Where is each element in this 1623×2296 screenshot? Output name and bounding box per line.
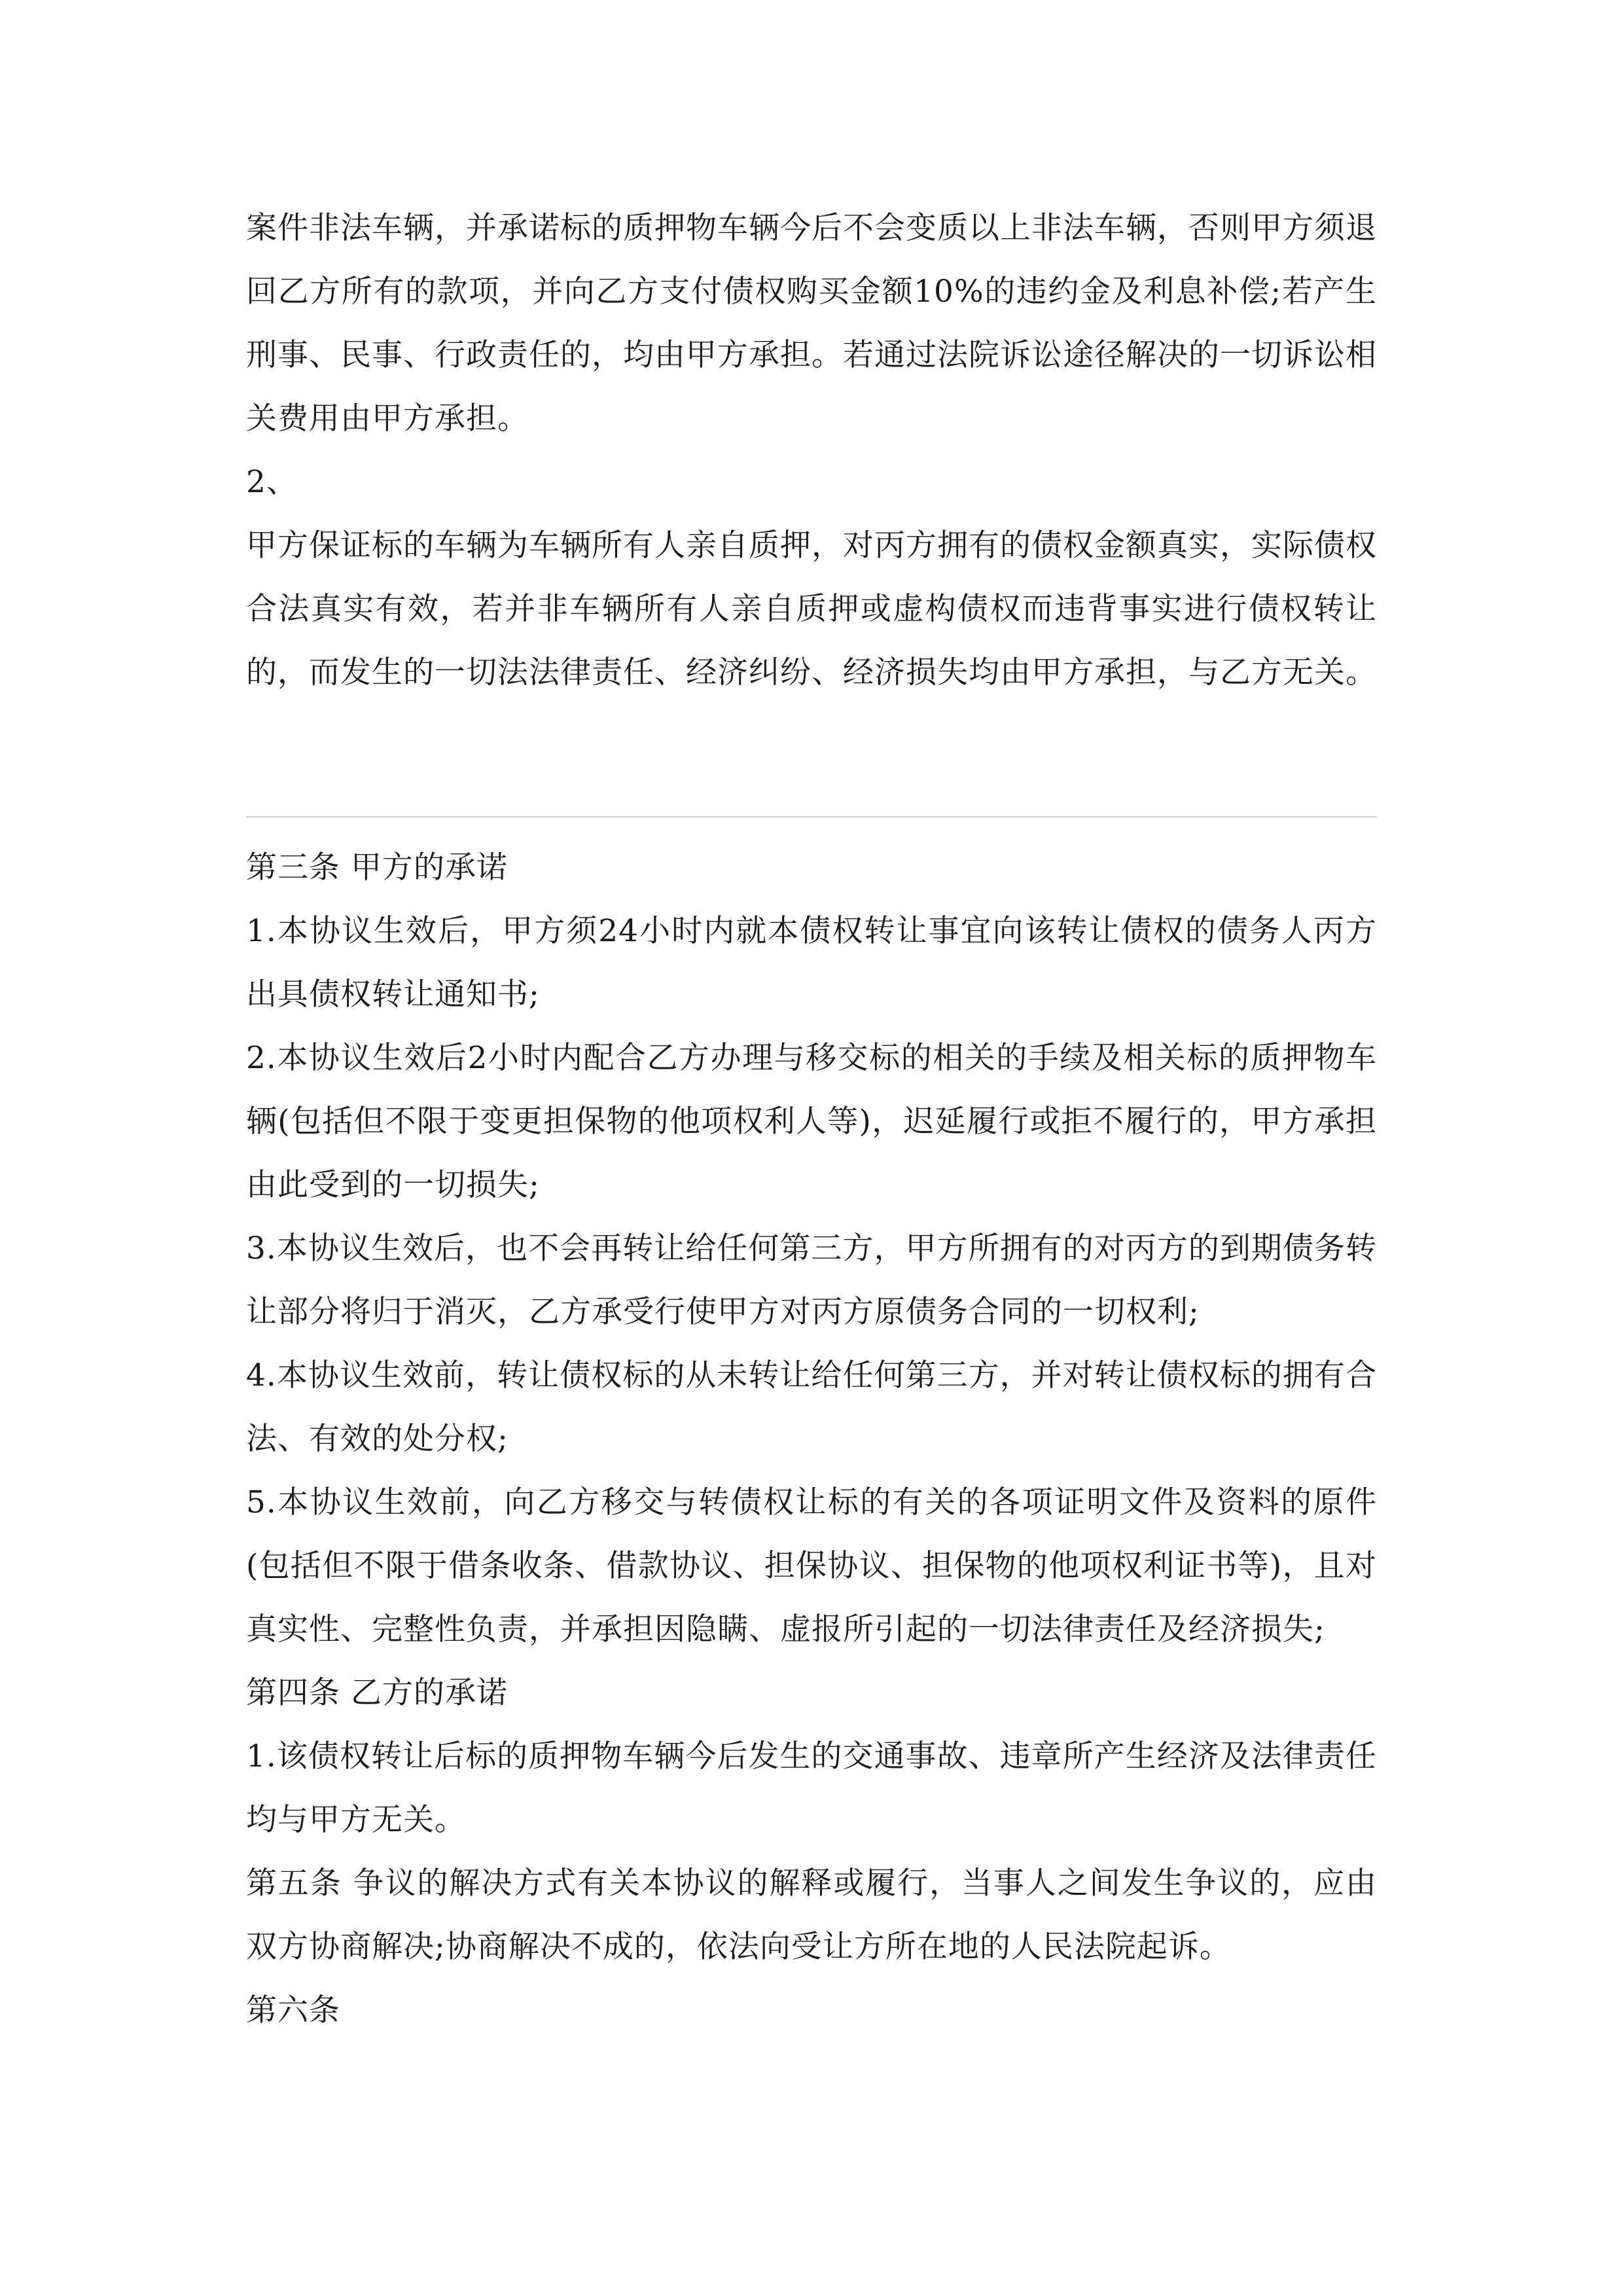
article-3-item-1: 1.本协议生效后，甲方须24小时内就本债权转让事宜向该转让债权的债务人丙方出具债权转让通知书; bbox=[246, 913, 1377, 1013]
article-3-item-2: 2.本协议生效后2小时内配合乙方办理与移交标的相关的手续及相关标的质押物车辆(包括但不限于变更担保物的他项权利人等)，迟延履行或拒不履行的，甲方承担由此受到的一切损失; bbox=[246, 1040, 1377, 1203]
article-5-text: 第五条 争议的解决方式有关本协议的解释或履行，当事人之间发生争议的，应由双方协商解决;协商解决不成的，依法向受让方所在地的人民法院起诉。 bbox=[246, 1865, 1377, 1965]
article-3-item-4: 4.本协议生效前，转让债权标的从未转让给任何第三方，并对转让债权标的拥有合法、有效的处分权; bbox=[246, 1357, 1377, 1457]
paragraph-liability: 案件非法车辆，并承诺标的质押物车辆今后不会变质以上非法车辆，否则甲方须退回乙方所有的款项，并向乙方支付债权购买金额10%的违约金及利息补偿;若产生刑事、民事、行政责任的，均由甲方承担。若通过法院诉讼途径解决的一切诉讼相关费用由甲方承担。 bbox=[246, 210, 1377, 437]
articles-section bbox=[246, 836, 1377, 2042]
top-section bbox=[246, 196, 1377, 704]
horizontal-divider bbox=[246, 816, 1377, 817]
article-6-title: 第六条 bbox=[246, 1992, 340, 2028]
article-4-title: 第四条 乙方的承诺 bbox=[246, 1675, 508, 1711]
document-page bbox=[246, 0, 1377, 2296]
clause-number-2: 2、 bbox=[246, 464, 298, 500]
article-3-item-5: 5.本协议生效前，向乙方移交与转债权让标的有关的各项证明文件及资料的原件(包括但不限于借条收条、借款协议、担保协议、担保物的他项权利证书等)，且对真实性、完整性负责，并承担因隐瞒、虚报所引起的一切法律责任及经济损失; bbox=[246, 1484, 1377, 1647]
article-3-item-3: 3.本协议生效后，也不会再转让给任何第三方，甲方所拥有的对丙方的到期债务转让部分将归于消灭，乙方承受行使甲方对丙方原债务合同的一切权利; bbox=[246, 1230, 1377, 1330]
article-3-title: 第三条 甲方的承诺 bbox=[246, 850, 508, 886]
article-4-item-1: 1.该债权转让后标的质押物车辆今后发生的交通事故、违章所产生经济及法律责任均与甲方无关。 bbox=[246, 1738, 1377, 1838]
paragraph-guarantee: 甲方保证标的车辆为车辆所有人亲自质押，对丙方拥有的债权金额真实，实际债权合法真实有效，若并非车辆所有人亲自质押或虚构债权而违背事实进行债权转让的，而发生的一切法法律责任、经济纠纷、经济损失均由甲方承担，与乙方无关。 bbox=[246, 528, 1377, 691]
